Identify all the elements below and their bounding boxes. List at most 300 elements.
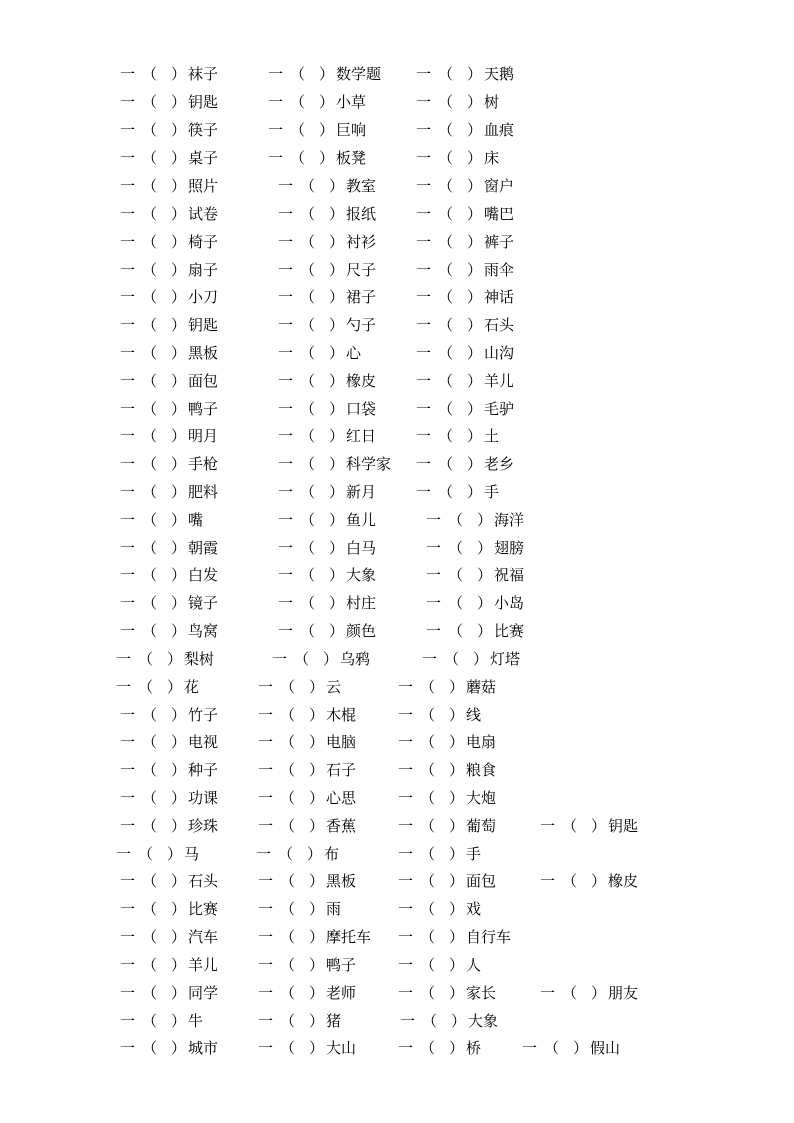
number-one-label: 一 xyxy=(120,594,136,612)
number-one-label: 一 xyxy=(416,149,432,167)
close-paren: ） xyxy=(476,539,492,557)
measure-word-item xyxy=(398,952,546,978)
worksheet-row xyxy=(0,201,794,227)
open-paren: （ xyxy=(280,733,296,751)
close-paren: ） xyxy=(448,984,464,1002)
measure-word-item xyxy=(540,813,688,839)
noun-word: 马 xyxy=(184,845,200,863)
noun-word: 尺子 xyxy=(346,261,377,279)
number-one-label: 一 xyxy=(416,483,432,501)
noun-word: 树 xyxy=(484,93,500,111)
worksheet-row xyxy=(0,1008,794,1034)
measure-word-item xyxy=(278,562,426,588)
close-paren: ） xyxy=(328,539,344,557)
noun-word: 筷子 xyxy=(188,121,219,139)
measure-word-item xyxy=(278,535,426,561)
open-paren: （ xyxy=(142,177,158,195)
close-paren: ） xyxy=(448,872,464,890)
measure-word-item xyxy=(416,89,564,115)
worksheet-row xyxy=(0,479,794,505)
open-paren: （ xyxy=(562,817,578,835)
worksheet-row xyxy=(0,257,794,283)
number-one-label: 一 xyxy=(258,984,274,1002)
number-one-label: 一 xyxy=(416,344,432,362)
close-paren: ） xyxy=(170,511,186,529)
measure-word-item xyxy=(120,479,268,505)
open-paren: （ xyxy=(300,483,316,501)
open-paren: （ xyxy=(438,149,454,167)
noun-word: 照片 xyxy=(188,177,219,195)
close-paren: ） xyxy=(170,121,186,139)
number-one-label: 一 xyxy=(258,900,274,918)
close-paren: ） xyxy=(170,261,186,279)
close-paren: ） xyxy=(308,733,324,751)
measure-word-item xyxy=(120,61,268,87)
number-one-label: 一 xyxy=(120,261,136,279)
measure-word-item xyxy=(120,757,268,783)
noun-word: 梨树 xyxy=(184,650,215,668)
open-paren: （ xyxy=(438,233,454,251)
close-paren: ） xyxy=(170,706,186,724)
noun-word: 橡皮 xyxy=(608,872,639,890)
open-paren: （ xyxy=(300,372,316,390)
number-one-label: 一 xyxy=(120,177,136,195)
measure-word-item xyxy=(398,785,546,811)
number-one-label: 一 xyxy=(398,872,414,890)
measure-word-item xyxy=(258,924,406,950)
close-paren: ） xyxy=(170,539,186,557)
number-one-label: 一 xyxy=(278,233,294,251)
number-one-label: 一 xyxy=(120,566,136,584)
open-paren: （ xyxy=(300,511,316,529)
open-paren: （ xyxy=(280,1012,296,1030)
measure-word-item xyxy=(278,257,426,283)
measure-word-item xyxy=(416,340,564,366)
close-paren: ） xyxy=(170,344,186,362)
close-paren: ） xyxy=(466,233,482,251)
close-paren: ） xyxy=(472,650,488,668)
close-paren: ） xyxy=(328,622,344,640)
measure-word-item xyxy=(278,423,426,449)
close-paren: ） xyxy=(476,511,492,529)
noun-word: 面包 xyxy=(466,872,497,890)
worksheet-row xyxy=(0,145,794,171)
close-paren: ） xyxy=(448,817,464,835)
close-paren: ） xyxy=(448,1039,464,1057)
number-one-label: 一 xyxy=(258,706,274,724)
noun-word: 灯塔 xyxy=(490,650,521,668)
number-one-label: 一 xyxy=(278,483,294,501)
number-one-label: 一 xyxy=(272,650,288,668)
close-paren: ） xyxy=(328,177,344,195)
noun-word: 山沟 xyxy=(484,344,515,362)
noun-word: 嘴 xyxy=(188,511,204,529)
open-paren: （ xyxy=(142,1012,158,1030)
close-paren: ） xyxy=(170,177,186,195)
measure-word-item xyxy=(416,312,564,338)
noun-word: 面包 xyxy=(188,372,219,390)
worksheet-row xyxy=(0,562,794,588)
worksheet-row xyxy=(0,896,794,922)
noun-word: 神话 xyxy=(484,288,515,306)
open-paren: （ xyxy=(142,233,158,251)
measure-word-item xyxy=(398,980,546,1006)
measure-word-item xyxy=(278,340,426,366)
noun-word: 口袋 xyxy=(346,400,377,418)
close-paren: ） xyxy=(170,149,186,167)
close-paren: ） xyxy=(328,288,344,306)
close-paren: ） xyxy=(466,261,482,279)
number-one-label: 一 xyxy=(268,149,284,167)
number-one-label: 一 xyxy=(120,733,136,751)
measure-word-item xyxy=(258,785,406,811)
open-paren: （ xyxy=(280,984,296,1002)
measure-word-item xyxy=(426,535,574,561)
open-paren: （ xyxy=(142,733,158,751)
number-one-label: 一 xyxy=(398,761,414,779)
open-paren: （ xyxy=(138,650,154,668)
noun-word: 巨响 xyxy=(336,121,367,139)
noun-word: 血痕 xyxy=(484,121,515,139)
number-one-label: 一 xyxy=(258,872,274,890)
number-one-label: 一 xyxy=(416,455,432,473)
open-paren: （ xyxy=(142,93,158,111)
measure-word-item xyxy=(258,702,406,728)
noun-word: 朋友 xyxy=(608,984,639,1002)
open-paren: （ xyxy=(142,566,158,584)
open-paren: （ xyxy=(142,984,158,1002)
close-paren: ） xyxy=(318,65,334,83)
measure-word-item xyxy=(258,813,406,839)
number-one-label: 一 xyxy=(398,706,414,724)
number-one-label: 一 xyxy=(258,761,274,779)
measure-word-item xyxy=(416,61,564,87)
open-paren: （ xyxy=(300,427,316,445)
measure-word-item xyxy=(426,507,574,533)
close-paren: ） xyxy=(448,900,464,918)
worksheet-row xyxy=(0,340,794,366)
measure-word-item xyxy=(120,1035,268,1061)
worksheet-row xyxy=(0,980,794,1006)
measure-word-item xyxy=(120,145,268,171)
noun-word: 珍珠 xyxy=(188,817,219,835)
number-one-label: 一 xyxy=(258,928,274,946)
measure-word-item xyxy=(398,702,546,728)
open-paren: （ xyxy=(420,678,436,696)
close-paren: ） xyxy=(328,427,344,445)
close-paren: ） xyxy=(476,622,492,640)
open-paren: （ xyxy=(420,817,436,835)
close-paren: ） xyxy=(466,205,482,223)
measure-word-item xyxy=(398,729,546,755)
close-paren: ） xyxy=(318,149,334,167)
noun-word: 海洋 xyxy=(494,511,525,529)
number-one-label: 一 xyxy=(416,261,432,279)
open-paren: （ xyxy=(420,789,436,807)
measure-word-item xyxy=(120,368,268,394)
close-paren: ） xyxy=(328,316,344,334)
worksheet-row xyxy=(0,785,794,811)
measure-word-item xyxy=(258,868,406,894)
open-paren: （ xyxy=(300,566,316,584)
noun-word: 假山 xyxy=(590,1039,621,1057)
open-paren: （ xyxy=(142,316,158,334)
open-paren: （ xyxy=(438,121,454,139)
number-one-label: 一 xyxy=(278,400,294,418)
open-paren: （ xyxy=(300,233,316,251)
close-paren: ） xyxy=(328,400,344,418)
noun-word: 桌子 xyxy=(188,149,219,167)
number-one-label: 一 xyxy=(416,93,432,111)
noun-word: 小草 xyxy=(336,93,367,111)
noun-word: 云 xyxy=(326,678,342,696)
worksheet-row xyxy=(0,368,794,394)
close-paren: ） xyxy=(170,65,186,83)
measure-word-item xyxy=(398,674,546,700)
noun-word: 雨 xyxy=(326,900,342,918)
measure-word-item xyxy=(398,868,546,894)
close-paren: ） xyxy=(590,872,606,890)
open-paren: （ xyxy=(142,288,158,306)
open-paren: （ xyxy=(142,789,158,807)
number-one-label: 一 xyxy=(258,733,274,751)
close-paren: ） xyxy=(170,372,186,390)
close-paren: ） xyxy=(466,372,482,390)
noun-word: 自行车 xyxy=(466,928,512,946)
close-paren: ） xyxy=(466,344,482,362)
close-paren: ） xyxy=(328,511,344,529)
open-paren: （ xyxy=(138,678,154,696)
number-one-label: 一 xyxy=(120,511,136,529)
number-one-label: 一 xyxy=(416,400,432,418)
measure-word-item xyxy=(256,841,404,867)
open-paren: （ xyxy=(562,984,578,1002)
close-paren: ） xyxy=(318,93,334,111)
open-paren: （ xyxy=(420,900,436,918)
measure-word-item xyxy=(120,924,268,950)
number-one-label: 一 xyxy=(268,65,284,83)
open-paren: （ xyxy=(142,400,158,418)
measure-word-item xyxy=(116,646,264,672)
measure-word-item xyxy=(258,1008,406,1034)
open-paren: （ xyxy=(290,149,306,167)
noun-word: 家长 xyxy=(466,984,497,1002)
close-paren: ） xyxy=(476,566,492,584)
measure-word-item xyxy=(416,423,564,449)
noun-word: 汽车 xyxy=(188,928,219,946)
close-paren: ） xyxy=(448,956,464,974)
number-one-label: 一 xyxy=(278,344,294,362)
open-paren: （ xyxy=(448,594,464,612)
open-paren: （ xyxy=(420,733,436,751)
noun-word: 比赛 xyxy=(494,622,525,640)
number-one-label: 一 xyxy=(416,427,432,445)
open-paren: （ xyxy=(438,455,454,473)
noun-word: 袜子 xyxy=(188,65,219,83)
close-paren: ） xyxy=(466,455,482,473)
noun-word: 石子 xyxy=(326,761,357,779)
worksheet-row xyxy=(0,924,794,950)
noun-word: 牛 xyxy=(188,1012,204,1030)
open-paren: （ xyxy=(280,678,296,696)
number-one-label: 一 xyxy=(120,1012,136,1030)
close-paren: ） xyxy=(328,372,344,390)
measure-word-item xyxy=(426,590,574,616)
worksheet-row xyxy=(0,618,794,644)
number-one-label: 一 xyxy=(398,845,414,863)
open-paren: （ xyxy=(438,261,454,279)
measure-word-item xyxy=(398,813,546,839)
noun-word: 土 xyxy=(484,427,500,445)
close-paren: ） xyxy=(170,316,186,334)
close-paren: ） xyxy=(466,316,482,334)
worksheet-row xyxy=(0,535,794,561)
close-paren: ） xyxy=(466,149,482,167)
noun-word: 大炮 xyxy=(466,789,497,807)
number-one-label: 一 xyxy=(278,427,294,445)
close-paren: ） xyxy=(328,594,344,612)
open-paren: （ xyxy=(300,288,316,306)
noun-word: 手枪 xyxy=(188,455,219,473)
worksheet-row xyxy=(0,1035,794,1061)
open-paren: （ xyxy=(438,93,454,111)
measure-word-item xyxy=(268,117,416,143)
worksheet-row xyxy=(0,646,794,672)
measure-word-item xyxy=(258,980,406,1006)
open-paren: （ xyxy=(142,511,158,529)
number-one-label: 一 xyxy=(398,900,414,918)
noun-word: 手 xyxy=(484,483,500,501)
open-paren: （ xyxy=(420,845,436,863)
close-paren: ） xyxy=(170,761,186,779)
noun-word: 鸭子 xyxy=(326,956,357,974)
noun-word: 老师 xyxy=(326,984,357,1002)
noun-word: 花 xyxy=(184,678,200,696)
close-paren: ） xyxy=(466,65,482,83)
close-paren: ） xyxy=(170,900,186,918)
open-paren: （ xyxy=(420,1039,436,1057)
noun-word: 钥匙 xyxy=(188,316,219,334)
open-paren: （ xyxy=(300,455,316,473)
number-one-label: 一 xyxy=(426,566,442,584)
noun-word: 板凳 xyxy=(336,149,367,167)
number-one-label: 一 xyxy=(278,594,294,612)
number-one-label: 一 xyxy=(120,984,136,1002)
number-one-label: 一 xyxy=(268,93,284,111)
open-paren: （ xyxy=(142,65,158,83)
open-paren: （ xyxy=(420,984,436,1002)
close-paren: ） xyxy=(328,455,344,473)
measure-word-item xyxy=(120,451,268,477)
close-paren: ） xyxy=(170,1012,186,1030)
noun-word: 黑板 xyxy=(188,344,219,362)
open-paren: （ xyxy=(142,539,158,557)
noun-word: 布 xyxy=(324,845,340,863)
open-paren: （ xyxy=(142,928,158,946)
open-paren: （ xyxy=(142,956,158,974)
open-paren: （ xyxy=(142,261,158,279)
noun-word: 钥匙 xyxy=(188,93,219,111)
open-paren: （ xyxy=(420,928,436,946)
worksheet-row xyxy=(0,229,794,255)
number-one-label: 一 xyxy=(278,288,294,306)
close-paren: ） xyxy=(318,121,334,139)
worksheet-row xyxy=(0,89,794,115)
measure-word-item xyxy=(416,479,564,505)
close-paren: ） xyxy=(170,1039,186,1057)
noun-word: 小岛 xyxy=(494,594,525,612)
close-paren: ） xyxy=(170,400,186,418)
open-paren: （ xyxy=(300,344,316,362)
close-paren: ） xyxy=(328,483,344,501)
noun-word: 明月 xyxy=(188,427,219,445)
number-one-label: 一 xyxy=(400,1012,416,1030)
worksheet-row xyxy=(0,674,794,700)
close-paren: ） xyxy=(448,733,464,751)
measure-word-item xyxy=(120,117,268,143)
measure-word-item xyxy=(120,980,268,1006)
open-paren: （ xyxy=(142,817,158,835)
noun-word: 蘑菇 xyxy=(466,678,497,696)
close-paren: ） xyxy=(308,678,324,696)
close-paren: ） xyxy=(170,427,186,445)
open-paren: （ xyxy=(280,956,296,974)
noun-word: 裤子 xyxy=(484,233,515,251)
worksheet-row xyxy=(0,451,794,477)
measure-word-item xyxy=(398,841,546,867)
open-paren: （ xyxy=(300,177,316,195)
noun-word: 乌鸦 xyxy=(340,650,371,668)
close-paren: ） xyxy=(466,121,482,139)
measure-word-item xyxy=(540,980,688,1006)
close-paren: ） xyxy=(466,483,482,501)
close-paren: ） xyxy=(306,845,322,863)
worksheet-row xyxy=(0,173,794,199)
measure-word-item xyxy=(120,590,268,616)
noun-word: 勺子 xyxy=(346,316,377,334)
measure-word-item xyxy=(278,229,426,255)
number-one-label: 一 xyxy=(398,733,414,751)
worksheet-row xyxy=(0,284,794,310)
number-one-label: 一 xyxy=(258,956,274,974)
close-paren: ） xyxy=(590,817,606,835)
measure-word-item xyxy=(278,451,426,477)
measure-word-item xyxy=(278,173,426,199)
close-paren: ） xyxy=(170,455,186,473)
number-one-label: 一 xyxy=(278,539,294,557)
noun-word: 科学家 xyxy=(346,455,392,473)
noun-word: 戏 xyxy=(466,900,482,918)
noun-word: 竹子 xyxy=(188,706,219,724)
measure-word-item xyxy=(120,785,268,811)
open-paren: （ xyxy=(448,566,464,584)
noun-word: 粮食 xyxy=(466,761,497,779)
open-paren: （ xyxy=(300,400,316,418)
measure-word-item xyxy=(416,396,564,422)
open-paren: （ xyxy=(280,928,296,946)
measure-word-item xyxy=(278,368,426,394)
number-one-label: 一 xyxy=(398,1039,414,1057)
measure-word-item xyxy=(120,396,268,422)
close-paren: ） xyxy=(308,984,324,1002)
number-one-label: 一 xyxy=(256,845,272,863)
measure-word-item xyxy=(120,284,268,310)
measure-word-item xyxy=(258,896,406,922)
close-paren: ） xyxy=(328,233,344,251)
worksheet-row xyxy=(0,729,794,755)
number-one-label: 一 xyxy=(120,149,136,167)
open-paren: （ xyxy=(280,761,296,779)
